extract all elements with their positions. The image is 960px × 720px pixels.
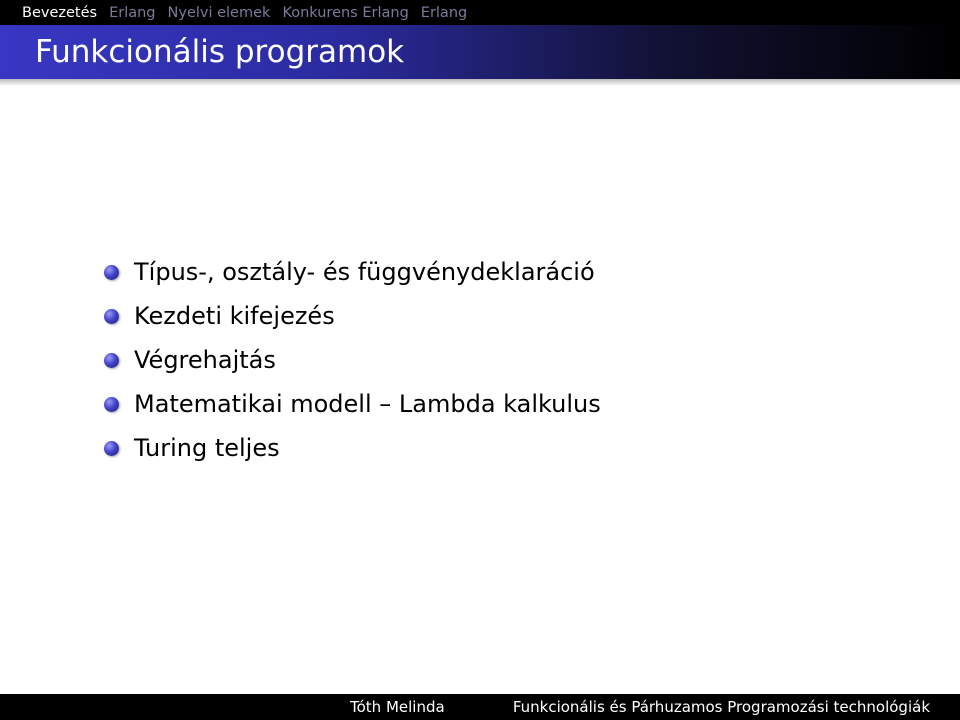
ball-bullet-icon [104, 309, 119, 324]
list-item [104, 338, 601, 382]
slide-title: Funkcionális programok [35, 34, 405, 70]
list-item [104, 294, 601, 338]
nav-tab-konkurens-erlang[interactable]: Konkurens Erlang [282, 4, 409, 21]
bullet-text: Kezdeti kifejezés [134, 302, 335, 330]
bullet-text: Matematikai modell – Lambda kalkulus [134, 390, 601, 418]
bullet-text: Turing teljes [134, 434, 280, 462]
ball-bullet-icon [104, 397, 119, 412]
list-item [104, 250, 601, 294]
section-tabs [0, 0, 480, 25]
nav-tab-bevezetes[interactable]: Bevezetés [22, 4, 98, 21]
bullet-list [104, 250, 601, 470]
title-bar-shadow [0, 79, 960, 86]
ball-bullet-icon [104, 265, 119, 280]
ball-bullet-icon [104, 441, 119, 456]
list-item [104, 382, 601, 426]
bullet-text: Végrehajtás [134, 346, 276, 374]
footer-bar [0, 694, 960, 720]
bullet-text: Típus-, osztály- és függvénydeklaráció [134, 258, 595, 286]
list-item [104, 426, 601, 470]
nav-tab-nyelvi-elemek[interactable]: Nyelvi elemek [167, 4, 271, 21]
footer-course-title: Funkcionális és Párhuzamos Programozási technológiák [512, 698, 930, 716]
nav-tab-erlang-2[interactable]: Erlang [420, 4, 468, 21]
footer-author: Tóth Melinda [350, 698, 445, 716]
section-nav-bar [0, 0, 960, 25]
nav-tab-erlang[interactable]: Erlang [109, 4, 156, 21]
ball-bullet-icon [104, 353, 119, 368]
footer-course-panel [480, 694, 960, 720]
